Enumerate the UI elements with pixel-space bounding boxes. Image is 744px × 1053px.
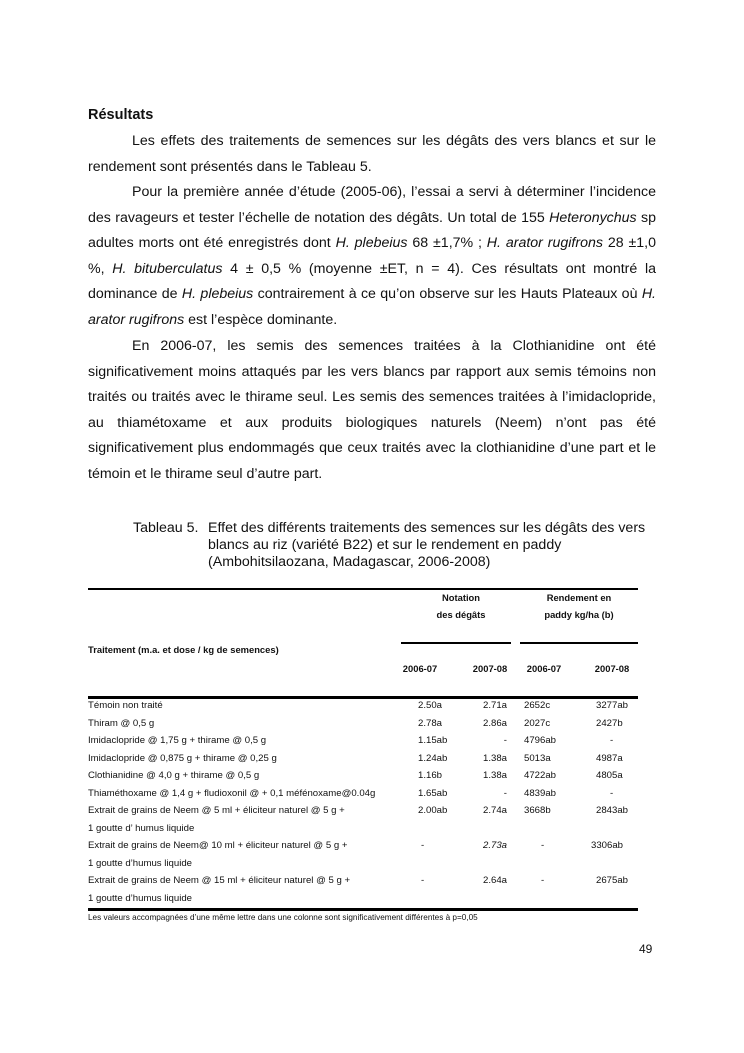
- p2-text-b: sp adultes morts ont été enregistrés dont: [88, 209, 656, 252]
- caption-label: Tableau 5.: [133, 520, 199, 536]
- table-row: [88, 872, 638, 890]
- p2-genus: Heteronychus: [549, 209, 637, 226]
- table-row: [88, 732, 638, 750]
- row-label: Extrait de grains de Neem @ 5 ml + éliciteur naturel @ 5 g +: [88, 805, 345, 816]
- table-row: [88, 802, 638, 820]
- paragraph-1: [88, 129, 656, 180]
- notation-2007: 2.86a: [482, 717, 507, 729]
- yield-2007: 4805a: [596, 770, 623, 781]
- notation-2007: -: [503, 735, 507, 746]
- section-heading: Résultats: [88, 107, 154, 123]
- yield-2007: 3277ab: [596, 700, 629, 711]
- table-caption: [133, 520, 653, 571]
- notation-2007: 2.71a: [482, 700, 507, 711]
- p2-species-3: H. bituberculatus: [112, 260, 223, 277]
- header-notation-line1: Notation: [441, 592, 480, 603]
- notation-subrule: [401, 642, 511, 644]
- row-label: Extrait de grains de Neem@ 10 ml + éliciteur naturel @ 5 g +: [88, 840, 348, 851]
- yield-2007: 2675ab: [596, 875, 629, 886]
- header-rendement-line2: paddy kg/ha (b): [544, 609, 614, 620]
- header-year-1: 2006-07: [402, 663, 438, 674]
- yield-2006: -: [541, 875, 545, 886]
- notation-2006: 2.50a: [418, 700, 443, 711]
- rendement-subrule: [520, 642, 638, 644]
- p2-species-1: H. plebeius: [335, 235, 408, 252]
- row-label: 1 goutte d’humus liquide: [88, 892, 193, 904]
- table-row: [88, 767, 638, 785]
- table-row: [88, 715, 638, 733]
- yield-2007: 3306ab: [591, 840, 624, 851]
- notation-2007: 2.74a: [482, 805, 507, 816]
- notation-2006: 2.00ab: [418, 805, 448, 816]
- notation-2007: 2.64a: [482, 875, 507, 886]
- table-row: [88, 697, 638, 715]
- yield-2006: 5013a: [524, 752, 551, 764]
- p2-text-d: 28 ±1,0 %,: [88, 235, 656, 277]
- yield-2007: 2427b: [596, 717, 623, 729]
- yield-2006: 2027c: [524, 717, 551, 729]
- p2-text-g: est l’espèce dominante.: [184, 311, 338, 328]
- paragraph-3: [88, 334, 656, 488]
- notation-2006: -: [421, 875, 425, 886]
- table-row: [88, 820, 638, 838]
- row-label: Témoin non traité: [88, 700, 163, 711]
- row-label: Thiaméthoxame @ 1,4 g + fludioxonil @ + 0,1 méfénoxame@0.04g: [88, 787, 376, 799]
- p2-species-2: H. arator rugifrons: [486, 235, 603, 252]
- row-label: Imidaclopride @ 0,875 g + thirame @ 0,25 g: [88, 752, 277, 764]
- header-year-2: 2007-08: [472, 663, 508, 674]
- notation-2006: 1.15ab: [418, 735, 448, 746]
- yield-2006: 3668b: [524, 805, 551, 816]
- paragraph-3-text: En 2006-07, les semis des semences traitées à la Clothianidine ont été significativement moins attaqués par les vers blancs par rapport aux semis témoins non traités ou traités avec le thirame seul. Les semis des semences traitées à l’imidaclopride, au thiamétoxame et aux produits biologiques naturels (Neem) n’ont pas été significativement plus endommagés que ceux traités avec la clothianidine d’une part et le témoin et le thirame seul d’autre part.: [88, 338, 656, 482]
- paragraph-2: [88, 180, 656, 334]
- notation-2006: 1.16b: [418, 770, 443, 781]
- notation-2006: 1.65ab: [418, 787, 448, 799]
- notation-2006: 2.78a: [418, 717, 443, 729]
- row-label: Clothianidine @ 4,0 g + thirame @ 0,5 g: [88, 770, 260, 781]
- yield-2007: 2843ab: [596, 805, 629, 816]
- p2-text-a: Pour la première année d’étude (2005-06), l’essai a servi à déterminer l’incidence des ravageurs et tester l’échelle de notation des dégâts. Un total de 155: [88, 184, 656, 226]
- yield-2006: 2652c: [524, 700, 551, 711]
- yield-2006: 4722ab: [524, 770, 557, 781]
- table-row: [88, 837, 638, 855]
- header-year-4: 2007-08: [594, 663, 630, 674]
- notation-2007: 1.38a: [482, 752, 507, 764]
- table-row: [88, 890, 638, 908]
- row-label: 1 goutte d’humus liquide: [88, 857, 193, 869]
- yield-2007: -: [610, 787, 614, 799]
- caption-text: Effet des différents traitements des semences sur les dégâts des vers blancs au riz (variété B22) et sur le rendement en paddy (Ambohitsilaozana, Madagascar, 2006-2008): [208, 520, 646, 570]
- header-rendement-line1: Rendement en: [546, 592, 612, 603]
- header-year-3: 2006-07: [526, 663, 562, 674]
- yield-2007: -: [610, 735, 614, 746]
- table-row: [88, 750, 638, 768]
- notation-2007: -: [503, 787, 507, 799]
- notation-2006: -: [421, 840, 425, 851]
- table-row: [88, 785, 638, 803]
- table-row: [88, 855, 638, 873]
- row-label: Extrait de grains de Neem @ 15 ml + éliciteur naturel @ 5 g +: [88, 875, 351, 886]
- yield-2006: -: [541, 840, 545, 851]
- row-label: Imidaclopride @ 1,75 g + thirame @ 0,5 g: [88, 735, 267, 746]
- table-top-rule: [88, 588, 638, 590]
- row-label: 1 goutte d’ humus liquide: [88, 822, 195, 834]
- yield-2007: 4987a: [596, 752, 623, 764]
- row-label: Thiram @ 0,5 g: [88, 717, 155, 729]
- notation-2006: 1.24ab: [418, 752, 448, 764]
- paragraph-1-text: Les effets des traitements de semences sur les dégâts des vers blancs et sur le rendement sont présentés dans le Tableau 5.: [88, 133, 656, 175]
- page-number: 49: [639, 942, 653, 956]
- header-notation-line2: des dégâts: [436, 609, 486, 620]
- p2-species-5: H. arator rugifrons: [88, 286, 656, 328]
- table-bottom-rule: [88, 908, 638, 911]
- yield-2006: 4839ab: [524, 787, 557, 799]
- p2-text-c: 68 ±1,7% ;: [407, 235, 487, 252]
- p2-text-e: 4 ± 0,5 % (moyenne ±ET, n = 4). Ces résultats ont montré la dominance de: [88, 260, 657, 303]
- table-footnote: Les valeurs accompagnées d’une même lettre dans une colonne sont significativement différentes à p=0,05: [88, 913, 478, 922]
- notation-2007: 1.38a: [482, 770, 507, 781]
- p2-species-4: H. plebeius: [181, 286, 254, 303]
- p2-text-f: contrairement à ce qu’on observe sur les Hauts Plateaux où: [253, 286, 642, 303]
- notation-2007: 2.73a: [482, 840, 507, 851]
- header-traitement: Traitement (m.a. et dose / kg de semences): [88, 644, 279, 655]
- yield-2006: 4796ab: [524, 735, 557, 746]
